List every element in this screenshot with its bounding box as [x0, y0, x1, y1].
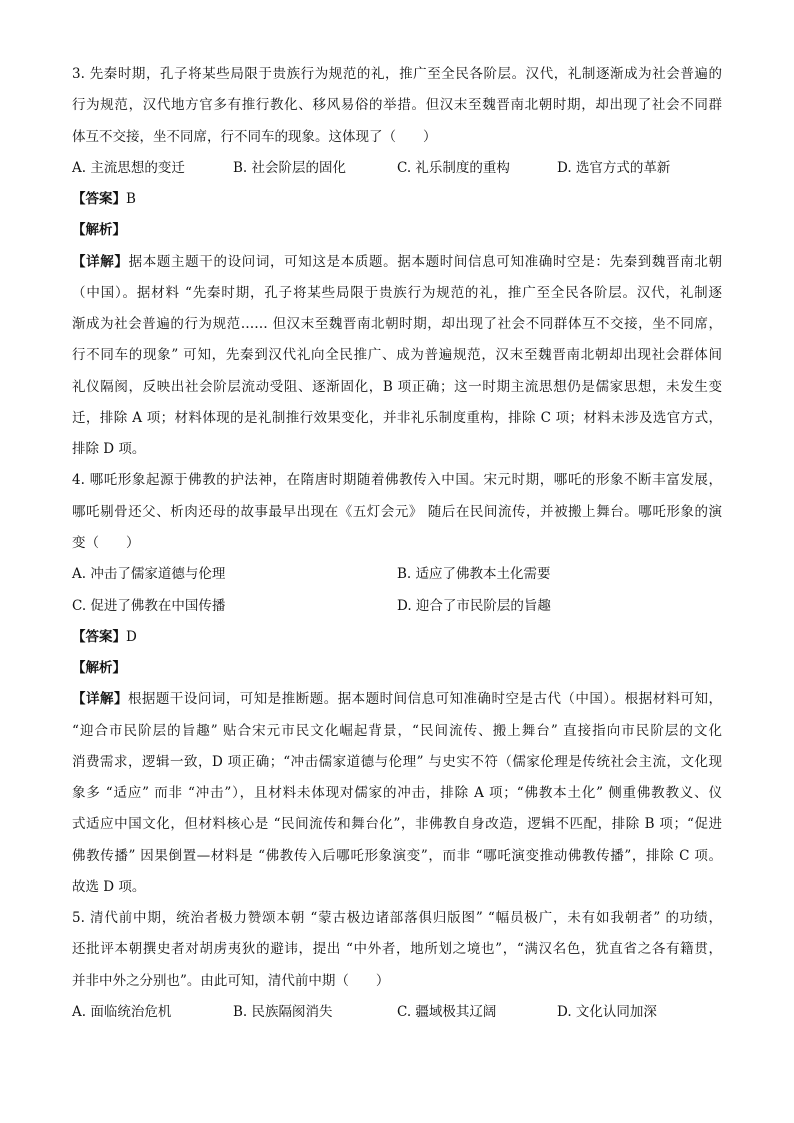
question-3-detail-line-4: 行不同车的现象” 可知，先秦到汉代礼向全民推广、成为普遍规范，汉末至魏晋南北朝却出现社会群体间: [72, 347, 722, 364]
question-3-option-b: B. 社会阶层的固化: [233, 159, 347, 176]
question-3-detail-line-5: 礼仪隔阂，反映出社会阶层流动受阻、逐渐固化，B 项正确；这一时期主流思想仍是儒家思想，未发生变: [72, 378, 722, 395]
analysis-label: 【解析】: [72, 660, 126, 677]
question-4-analysis-heading: [72, 653, 722, 684]
question-5-options: [72, 997, 722, 1028]
question-5-stem-line-3: 并非中外之分别也”。由此可知，清代前中期（ ）: [72, 972, 390, 989]
question-5-stem-line-1: 5. 清代前中期，统治者极力赞颂本朝 “蒙古极边诸部落俱归版图” “幅员极广，未有如我朝者” 的功绩，: [72, 910, 722, 927]
answer-label: 【答案】: [72, 628, 126, 645]
question-3-stem-line-2: 行为规范，汉代地方官多有推行教化、移风易俗的举措。但汉末至魏晋南北朝时期，却出现了社会不同群: [72, 97, 722, 114]
question-3-detail-line-6: 迁，排除 A 项；材料体现的是礼制推行效果变化，并非礼乐制度重构，排除 C 项；材料未涉及选官方式，: [72, 409, 722, 426]
document-content: [72, 59, 722, 1028]
analysis-label: 【解析】: [72, 222, 126, 239]
question-4-detail-line-1: [72, 684, 722, 715]
question-4-option-a: A. 冲击了儒家道德与伦理: [72, 566, 226, 583]
question-4-detail-line-3: 消费需求，逻辑一致，D 项正确；“冲击儒家道德与伦理” 与史实不符（儒家伦理是传统社会主流，文化现: [72, 753, 722, 770]
question-4-detail-line-5: 式适应中国文化，但材料核心是 “民间流传和舞台化”，非佛教自身改造，逻辑不匹配，排除 B 项；“促进: [72, 816, 722, 833]
detail-text: 根据题干设问词，可知是推断题。据本题时间信息可知准确时空是古代（中国）。根据材料可知，: [127, 691, 723, 708]
question-4-answer: [72, 622, 722, 653]
question-3-stem-line-1: 3. 先秦时期，孔子将某些局限于贵族行为规范的礼，推广至全民各阶层。汉代，礼制逐渐成为社会普遍的: [72, 66, 722, 82]
question-3-detail-line-7: 排除 D 项。: [72, 441, 146, 458]
answer-value: B: [126, 191, 136, 208]
question-5-option-c: C. 疆域极其辽阔: [397, 1003, 497, 1020]
question-4-detail-line-7: 故选 D 项。: [72, 878, 146, 895]
question-4-option-c: C. 促进了佛教在中国传播: [72, 597, 226, 614]
detail-label: 【详解】: [72, 691, 128, 708]
question-3-detail-line-3: 渐成为社会普遍的行为规范…… 但汉末至魏晋南北朝时期，却出现了社会不同群体互不交接，坐不同席，: [72, 316, 722, 333]
detail-label: 【详解】: [72, 253, 129, 270]
question-3-analysis-heading: [72, 215, 722, 246]
question-4-option-b: B. 适应了佛教本土化需要: [397, 566, 551, 583]
answer-label: 【答案】: [72, 191, 126, 208]
question-5-option-b: B. 民族隔阂消失: [233, 1003, 333, 1020]
answer-value: D: [126, 628, 137, 645]
question-4-options-row-2: [72, 591, 722, 622]
question-4-option-d: D. 迎合了市民阶层的旨趣: [397, 597, 551, 614]
question-3-detail-line-1: [72, 247, 722, 278]
question-3-option-a: A. 主流思想的变迁: [72, 159, 185, 176]
question-5-option-d: D. 文化认同加深: [557, 1003, 657, 1020]
question-3-answer: [72, 184, 722, 215]
question-4-stem-line-1: 4. 哪吒形象起源于佛教的护法神，在隋唐时期随着佛教传入中国。宋元时期，哪吒的形象不断丰富发展，: [72, 472, 722, 489]
question-5-stem-line-2: 还批评本朝撰史者对胡虏夷狄的避讳，提出 “中外者，地所划之境也”，“满汉名色，犹直省之各有籍贯，: [72, 941, 722, 958]
question-4-stem-line-3: 变（ ）: [72, 534, 140, 551]
question-4-detail-line-6: 佛教传播” 因果倒置—材料是 “佛教传入后哪吒形象演变”，而非 “哪吒演变推动佛教传播”，排除 C 项。: [72, 847, 722, 864]
question-4-detail-line-2: “迎合市民阶层的旨趣” 贴合宋元市民文化崛起背景，“民间流传、搬上舞台” 直接指向市民阶层的文化: [72, 722, 722, 739]
question-3-option-c: C. 礼乐制度的重构: [397, 159, 510, 176]
detail-text: 据本题主题干的设问词，可知这是本质题。据本题时间信息可知准确时空是：先秦到魏晋南北朝: [128, 253, 722, 270]
question-3-stem-line-3: 体互不交接，坐不同席，行不同车的现象。这体现了（ ）: [72, 128, 437, 145]
question-5-option-a: A. 面临统治危机: [72, 1003, 172, 1020]
question-3-detail-line-2: （中国）。据材料 “先秦时期，孔子将某些局限于贵族行为规范的礼，推广至全民各阶层。汉代，礼制逐: [72, 284, 722, 301]
question-4-detail-line-4: 象多 “适应” 而非 “冲击”），且材料未体现对儒家的冲击，排除 A 项；“佛教本土化” 侧重佛教教义、仪: [72, 785, 722, 802]
question-3-options: [72, 153, 722, 184]
question-4-stem-line-2: 哪吒剔骨还父、析肉还母的故事最早出现在《五灯会元》 随后在民间流传，并被搬上舞台。哪吒形象的演: [72, 503, 722, 520]
question-4-options-row-1: [72, 559, 722, 590]
question-3-option-d: D. 选官方式的革新: [557, 159, 671, 176]
